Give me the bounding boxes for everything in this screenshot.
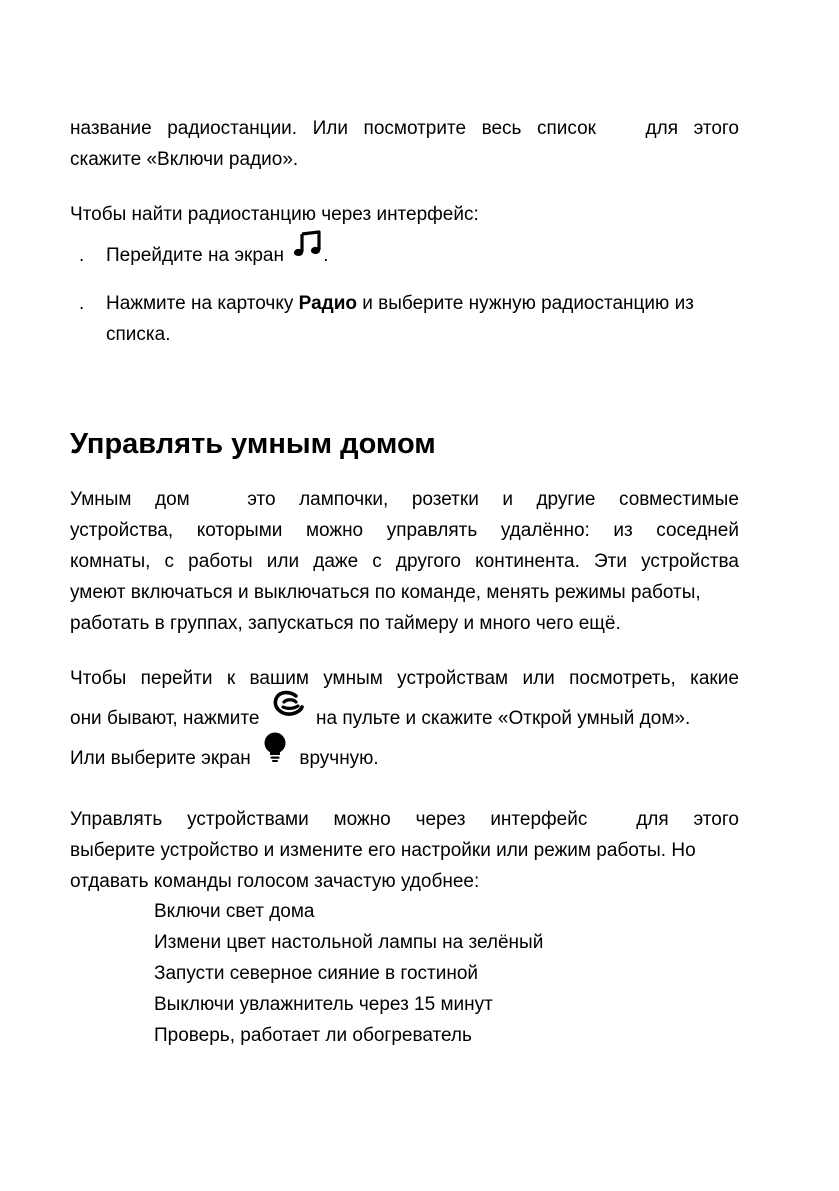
word: розетки bbox=[411, 489, 479, 510]
smart-home-p2-line-2 bbox=[70, 704, 690, 734]
word: устройства, bbox=[70, 520, 174, 541]
radio-step-2 bbox=[106, 289, 694, 319]
word: комнаты, bbox=[70, 551, 151, 572]
voice-command-example: Проверь, работает ли обогреватель bbox=[154, 1025, 472, 1046]
word: перейти bbox=[140, 668, 213, 689]
word: посмотрите bbox=[363, 118, 467, 139]
word: даже bbox=[313, 551, 359, 572]
word: удалённо: bbox=[500, 520, 590, 541]
word: дом bbox=[155, 489, 190, 510]
bullet-marker: . bbox=[79, 245, 85, 266]
word: весь bbox=[481, 118, 522, 139]
smart-home-p1-line-5: работать в группах, запускаться по таймеру и много чего ещё. bbox=[70, 613, 621, 634]
radio-step-2-pre: Нажмите на карточку bbox=[106, 293, 299, 314]
word: или bbox=[266, 551, 300, 572]
word: лампочки, bbox=[299, 489, 389, 510]
word: для bbox=[636, 809, 669, 830]
voice-command-example: Включи свет дома bbox=[154, 901, 315, 922]
word: этого bbox=[693, 809, 739, 830]
word: управлять bbox=[386, 520, 478, 541]
radio-step-2-post: и выберите нужную радиостанцию из bbox=[356, 293, 694, 314]
word: Или bbox=[312, 118, 348, 139]
smart-home-p1-line-2 bbox=[70, 516, 739, 546]
word: другого bbox=[395, 551, 461, 572]
word: континента. bbox=[475, 551, 580, 572]
music-note-icon bbox=[293, 230, 323, 268]
word: совместимые bbox=[619, 489, 739, 510]
radio-step-1 bbox=[106, 241, 329, 271]
p2-line-2-post: на пульте и скажите «Открой умный дом». bbox=[316, 708, 691, 729]
word: умным bbox=[323, 668, 383, 689]
word: с bbox=[372, 551, 382, 572]
word: Умным bbox=[70, 489, 132, 510]
word: это bbox=[247, 489, 276, 510]
radio-step-1-end: . bbox=[323, 245, 329, 266]
word: интерфейс bbox=[490, 809, 588, 830]
smart-home-p3-line-2: выберите устройство и измените его настройки или режим работы. Но bbox=[70, 840, 696, 861]
word: радиостанции. bbox=[167, 118, 298, 139]
smart-home-p3-line-1 bbox=[70, 805, 739, 835]
bullet-marker: . bbox=[79, 293, 85, 314]
word: устройства bbox=[641, 551, 739, 572]
word: Эти bbox=[594, 551, 627, 572]
word: работы bbox=[188, 551, 253, 572]
voice-assistant-icon bbox=[271, 690, 305, 730]
word: соседней bbox=[656, 520, 739, 541]
smart-home-p1-line-3 bbox=[70, 547, 739, 577]
word: можно bbox=[333, 809, 391, 830]
word: какие bbox=[690, 668, 739, 689]
smart-home-heading: Управлять умным домом bbox=[70, 428, 436, 460]
word: этого bbox=[693, 118, 739, 139]
radio-step-2-continued: списка. bbox=[106, 324, 171, 345]
word: Управлять bbox=[70, 809, 163, 830]
word: и bbox=[502, 489, 513, 510]
smart-home-p1-line-4: умеют включаться и выключаться по команде, менять режимы работы, bbox=[70, 582, 701, 603]
lightbulb-icon bbox=[262, 731, 288, 773]
radio-interface-intro: Чтобы найти радиостанцию через интерфейс: bbox=[70, 204, 479, 225]
smart-home-p1-line-1 bbox=[70, 485, 739, 515]
radio-paragraph-line-1 bbox=[70, 114, 739, 144]
voice-command-example: Запусти северное сияние в гостиной bbox=[154, 963, 478, 984]
smart-home-p2-line-3 bbox=[70, 744, 379, 774]
word: с bbox=[164, 551, 175, 572]
word: другие bbox=[536, 489, 596, 510]
word: название bbox=[70, 118, 152, 139]
p2-line-3-pre: Или выберите экран bbox=[70, 748, 251, 769]
word: вашим bbox=[249, 668, 309, 689]
voice-command-example: Выключи увлажнитель через 15 минут bbox=[154, 994, 493, 1015]
word: посмотреть, bbox=[569, 668, 676, 689]
smart-home-p2-line-1 bbox=[70, 664, 739, 694]
word: для bbox=[645, 118, 679, 139]
word: список bbox=[537, 118, 596, 139]
word: устройствам bbox=[397, 668, 509, 689]
word: к bbox=[226, 668, 236, 689]
word: можно bbox=[305, 520, 364, 541]
word: или bbox=[522, 668, 555, 689]
radio-card-label: Радио bbox=[298, 293, 357, 314]
word: которыми bbox=[196, 520, 283, 541]
word: Чтобы bbox=[70, 668, 127, 689]
word: устройствами bbox=[187, 809, 309, 830]
smart-home-p3-line-3: отдавать команды голосом зачастую удобнее: bbox=[70, 871, 480, 892]
radio-step-1-text: Перейдите на экран bbox=[106, 245, 284, 266]
voice-command-example: Измени цвет настольной лампы на зелёный bbox=[154, 932, 544, 953]
p2-line-3-post: вручную. bbox=[299, 748, 379, 769]
word: из bbox=[613, 520, 633, 541]
word: через bbox=[415, 809, 466, 830]
p2-line-2-pre: они бывают, нажмите bbox=[70, 708, 260, 729]
radio-paragraph-line-2: скажите «Включи радио». bbox=[70, 149, 299, 170]
